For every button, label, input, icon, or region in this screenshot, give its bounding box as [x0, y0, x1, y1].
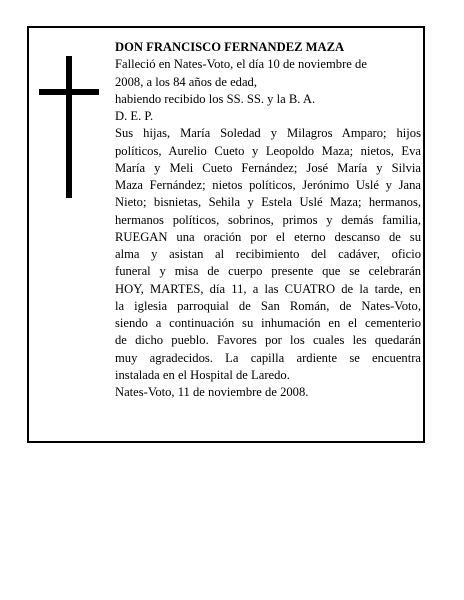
notice-line: instalada en el Hospital de Laredo.	[115, 367, 290, 382]
notice-text	[115, 39, 421, 401]
notice-line: funeral y misa de cuerpo presente que se celebrarán	[115, 264, 421, 279]
cross-horizontal-bar	[39, 89, 99, 95]
cross-vertical-bar	[66, 56, 72, 198]
notice-line: Maza Fernández; nietos políticos, Jerónimo Uslé y Jana	[115, 178, 421, 192]
notice-line: D. E. P.	[115, 109, 154, 123]
cross-icon	[39, 56, 99, 198]
notice-line: de dicho pueblo. Favores por los cuales les quedarán	[115, 333, 421, 348]
notice-line: María y Meli Cueto Fernández; José María y Silvia	[115, 160, 421, 175]
notice-line: alma y asistan al recibimiento del cadáver, oficio	[115, 247, 421, 261]
notice-line: RUEGAN una oración por el eterno descanso de su	[115, 229, 421, 244]
notice-line: Nieto; bisnietas, Sehila y Estela Uslé Maza; hermanos,	[115, 195, 421, 210]
notice-line: siendo a continuación su inhumación en el cementerio	[115, 316, 421, 330]
notice-line: 2008, a los 84 años de edad,	[115, 74, 257, 89]
notice-line: habiendo recibido los SS. SS. y la B. A.	[115, 91, 316, 106]
notice-line: muy agradecidos. La capilla ardiente se encuentra	[115, 350, 421, 365]
notice-line: Nates-Voto, 11 de noviembre de 2008.	[115, 385, 309, 399]
obituary-notice	[27, 26, 425, 443]
notice-line: HOY, MARTES, día 11, a las CUATRO de la tarde, en	[115, 281, 421, 296]
notice-line: Sus hijas, María Soledad y Milagros Amparo; hijos	[115, 126, 421, 141]
notice-line: Falleció en Nates-Voto, el día 10 de noviembre de	[115, 57, 367, 72]
notice-line: hermanos políticos, sobrinos, primos y demás familia,	[115, 212, 421, 227]
notice-line: políticos, Aurelio Cueto y Leopoldo Maza; nietos, Eva	[115, 143, 421, 158]
notice-line: la iglesia parroquial de San Román, de Nates-Voto,	[115, 298, 421, 313]
deceased-name: DON FRANCISCO FERNANDEZ MAZA	[115, 40, 345, 54]
